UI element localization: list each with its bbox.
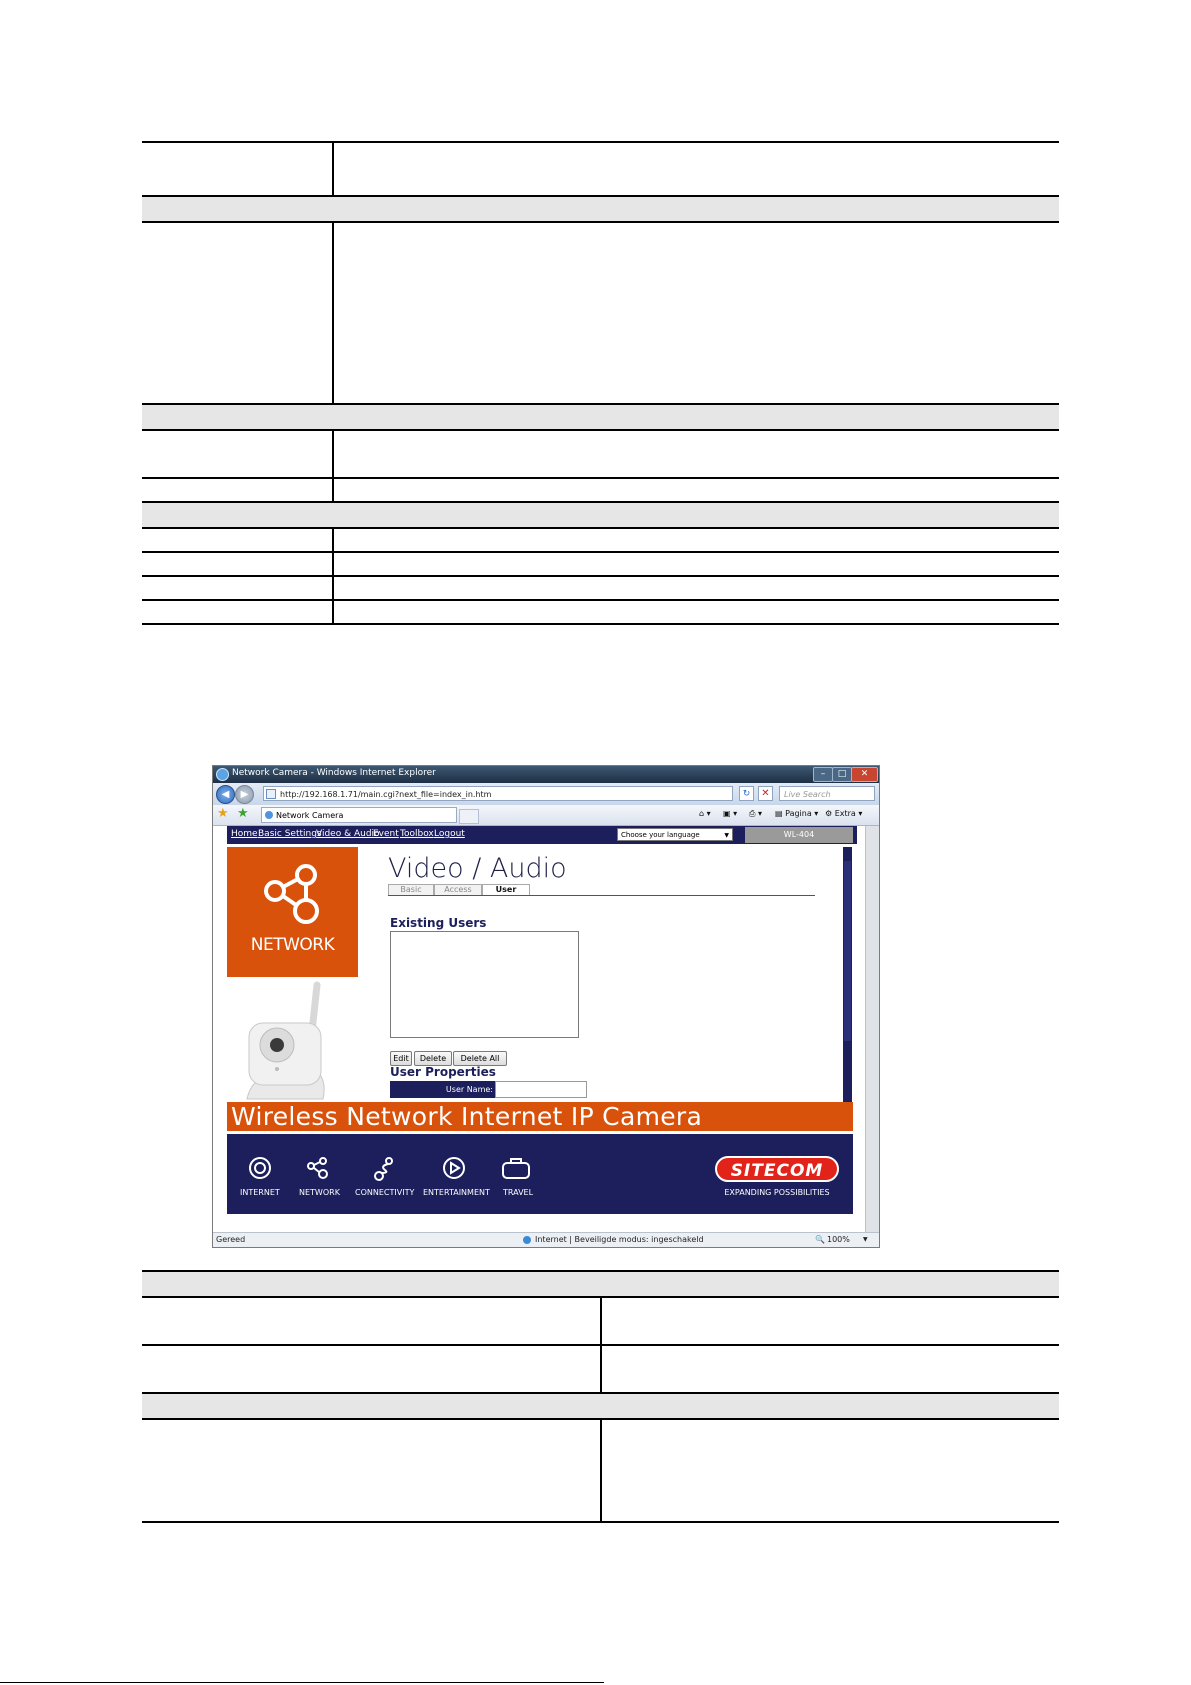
scroll-thumb[interactable] xyxy=(844,861,851,1041)
nav-toolbox[interactable]: Toolbox xyxy=(400,829,434,839)
status-bar xyxy=(213,1232,879,1248)
table-row xyxy=(142,600,1059,624)
user-name-label: User Name: xyxy=(390,1081,495,1098)
footer-bar xyxy=(227,1134,853,1214)
tab-divider xyxy=(388,895,815,896)
tab-bar xyxy=(213,805,879,826)
page-viewport xyxy=(213,826,865,1232)
refresh-button[interactable]: ↻ xyxy=(739,786,754,801)
tab-access[interactable]: Access xyxy=(434,884,482,895)
doc-table-bottom xyxy=(142,1270,1059,1523)
connectivity-icon xyxy=(372,1156,396,1182)
tab-basic[interactable]: Basic xyxy=(388,884,434,895)
tab-title: Network Camera xyxy=(276,811,344,820)
security-zone-text: Internet | Beveiligde modus: ingeschakeld xyxy=(535,1235,704,1244)
nav-video-audio[interactable]: Video & Audio xyxy=(316,829,380,839)
page-title: Video / Audio xyxy=(388,853,567,884)
doc-table-top xyxy=(142,141,1059,625)
table-section-row xyxy=(142,1393,1059,1419)
existing-users-list[interactable] xyxy=(390,931,579,1038)
table-section-row xyxy=(142,196,1059,222)
chevron-down-icon[interactable]: ▼ xyxy=(863,1236,868,1243)
table-section-row xyxy=(142,404,1059,430)
table-row xyxy=(142,528,1059,552)
zoom-icon: 🔍 xyxy=(815,1235,825,1244)
page-menu[interactable]: ▤ Pagina ▾ xyxy=(775,809,819,818)
back-button[interactable]: ◀ xyxy=(216,785,235,804)
maximize-button[interactable]: □ xyxy=(832,767,852,782)
table-section-row xyxy=(142,1271,1059,1297)
footer-label-internet: INTERNET xyxy=(240,1188,280,1197)
minimize-button[interactable]: – xyxy=(813,767,833,782)
nav-basic-settings[interactable]: Basic Settings xyxy=(258,829,322,839)
edit-button[interactable]: Edit xyxy=(390,1051,412,1066)
footer-label-network: NETWORK xyxy=(299,1188,340,1197)
entertainment-icon xyxy=(442,1156,466,1180)
sitecom-logo: SITECOM xyxy=(715,1156,839,1182)
status-text: Gereed xyxy=(216,1235,246,1244)
inner-scrollbar[interactable] xyxy=(843,847,852,1102)
network-share-icon xyxy=(227,847,358,935)
travel-icon xyxy=(501,1156,531,1180)
table-row xyxy=(142,576,1059,600)
nav-event[interactable]: Event xyxy=(373,829,399,839)
table-section-row xyxy=(142,502,1059,528)
table-row xyxy=(142,1345,1059,1393)
footer-label-entertainment: ENTERTAINMENT xyxy=(423,1188,490,1197)
search-input[interactable]: Live Search xyxy=(779,786,875,801)
address-text: http://192.168.1.71/main.cgi?next_file=index_in.htm xyxy=(280,790,492,799)
existing-users-heading: Existing Users xyxy=(390,916,487,930)
address-bar-row xyxy=(213,783,879,805)
page-icon xyxy=(266,789,276,799)
user-name-input[interactable] xyxy=(495,1081,587,1098)
close-button[interactable]: ✕ xyxy=(851,767,878,782)
print-icon[interactable]: ⎙ ▾ xyxy=(749,809,762,818)
model-badge: WL-404 xyxy=(745,827,853,843)
add-favorite-icon[interactable]: ★ xyxy=(237,806,249,821)
browser-scrollbar[interactable] xyxy=(865,826,879,1232)
delete-button[interactable]: Delete xyxy=(414,1051,452,1066)
browser-screenshot xyxy=(212,765,880,1248)
tab-user[interactable]: User xyxy=(482,884,530,895)
user-properties-heading: User Properties xyxy=(390,1065,496,1079)
table-row xyxy=(142,478,1059,502)
footer-label-connectivity: CONNECTIVITY xyxy=(355,1188,415,1197)
footer-spacer xyxy=(227,1214,853,1232)
camera-nav-bar xyxy=(227,826,857,844)
table-row xyxy=(142,430,1059,478)
footer-rule xyxy=(0,1682,604,1683)
tile-label: NETWORK xyxy=(250,935,335,955)
table-row xyxy=(142,552,1059,576)
tab-favicon-icon xyxy=(265,811,273,819)
address-input[interactable] xyxy=(263,786,733,801)
product-banner: Wireless Network Internet IP Camera xyxy=(227,1102,853,1131)
table-row xyxy=(142,1297,1059,1345)
zoom-level[interactable]: 100% xyxy=(827,1235,850,1244)
ie-logo-icon xyxy=(216,768,229,781)
home-icon[interactable]: ⌂ ▾ xyxy=(699,809,711,818)
forward-button[interactable]: ▶ xyxy=(235,785,254,804)
chevron-down-icon: ▼ xyxy=(724,832,729,839)
browser-tab[interactable] xyxy=(261,807,457,823)
network-tile xyxy=(227,847,358,977)
network-icon xyxy=(305,1156,331,1180)
extra-menu[interactable]: ⚙ Extra ▾ xyxy=(825,809,863,818)
globe-icon xyxy=(523,1236,531,1244)
language-select[interactable]: Choose your language ▼ xyxy=(617,828,733,841)
nav-logout[interactable]: Logout xyxy=(434,829,465,839)
delete-all-button[interactable]: Delete All xyxy=(453,1051,507,1066)
nav-home[interactable]: Home xyxy=(231,829,258,839)
window-title: Network Camera - Windows Internet Explorer xyxy=(232,768,436,778)
table-row xyxy=(142,222,1059,404)
feeds-icon[interactable]: ▣ ▾ xyxy=(723,809,738,818)
camera-product-image xyxy=(227,981,358,1101)
window-titlebar xyxy=(213,766,879,783)
new-tab-button[interactable] xyxy=(459,809,479,824)
stop-button[interactable]: ✕ xyxy=(758,786,773,801)
favorites-star-icon[interactable]: ★ xyxy=(217,806,229,821)
brand-tagline: EXPANDING POSSIBILITIES xyxy=(724,1188,830,1197)
table-row xyxy=(142,1419,1059,1522)
table-row xyxy=(142,142,1059,196)
footer-label-travel: TRAVEL xyxy=(503,1188,534,1197)
internet-icon xyxy=(248,1156,272,1180)
